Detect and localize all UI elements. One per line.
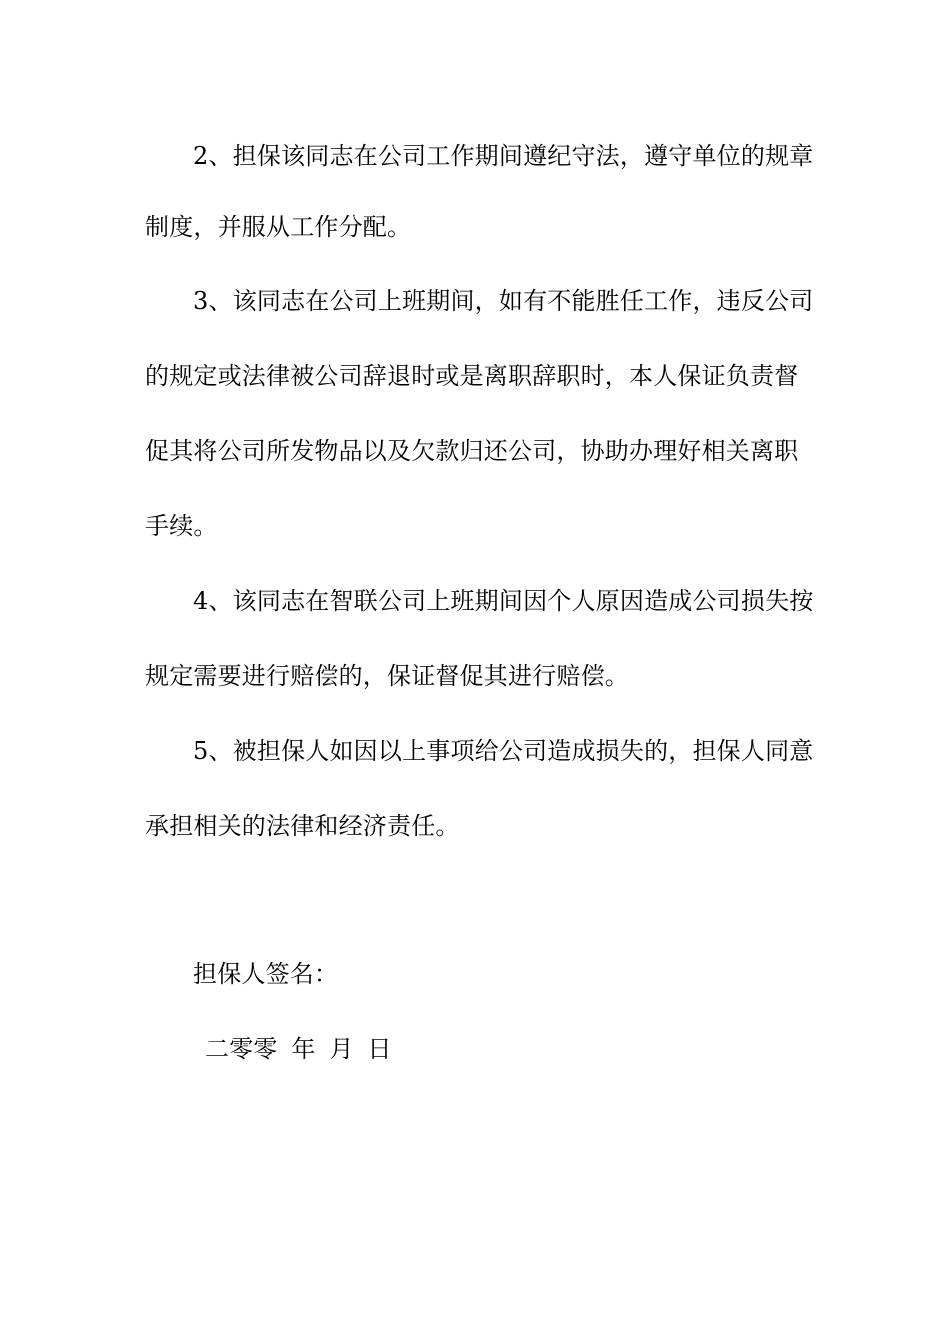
clause-4-line-1: 4、该同志在智联公司上班期间因个人原因造成公司损失按: [193, 587, 814, 615]
clause-5-line-2: 承担相关的法律和经济责任。: [145, 812, 460, 840]
clause-3-line-3: 促其将公司所发物品以及欠款归还公司，协助办理好相关离职: [145, 437, 799, 465]
date-line: 二零零 年 月 日: [205, 1035, 392, 1063]
clause-3-line-4: 手续。: [145, 512, 218, 540]
clause-4-line-2: 规定需要进行赔偿的，保证督促其进行赔偿。: [145, 662, 629, 690]
signature-label: 担保人签名：: [193, 960, 339, 988]
clause-2-line-2: 制度，并服从工作分配。: [145, 213, 412, 241]
clause-5-line-1: 5、被担保人如因以上事项给公司造成损失的，担保人同意: [193, 737, 814, 765]
clause-3-line-2: 的规定或法律被公司辞退时或是离职辞职时，本人保证负责督: [145, 362, 799, 390]
clause-2-line-1: 2、担保该同志在公司工作期间遵纪守法，遵守单位的规章: [193, 142, 814, 170]
clause-3-line-1: 3、该同志在公司上班期间，如有不能胜任工作，违反公司: [193, 287, 814, 315]
